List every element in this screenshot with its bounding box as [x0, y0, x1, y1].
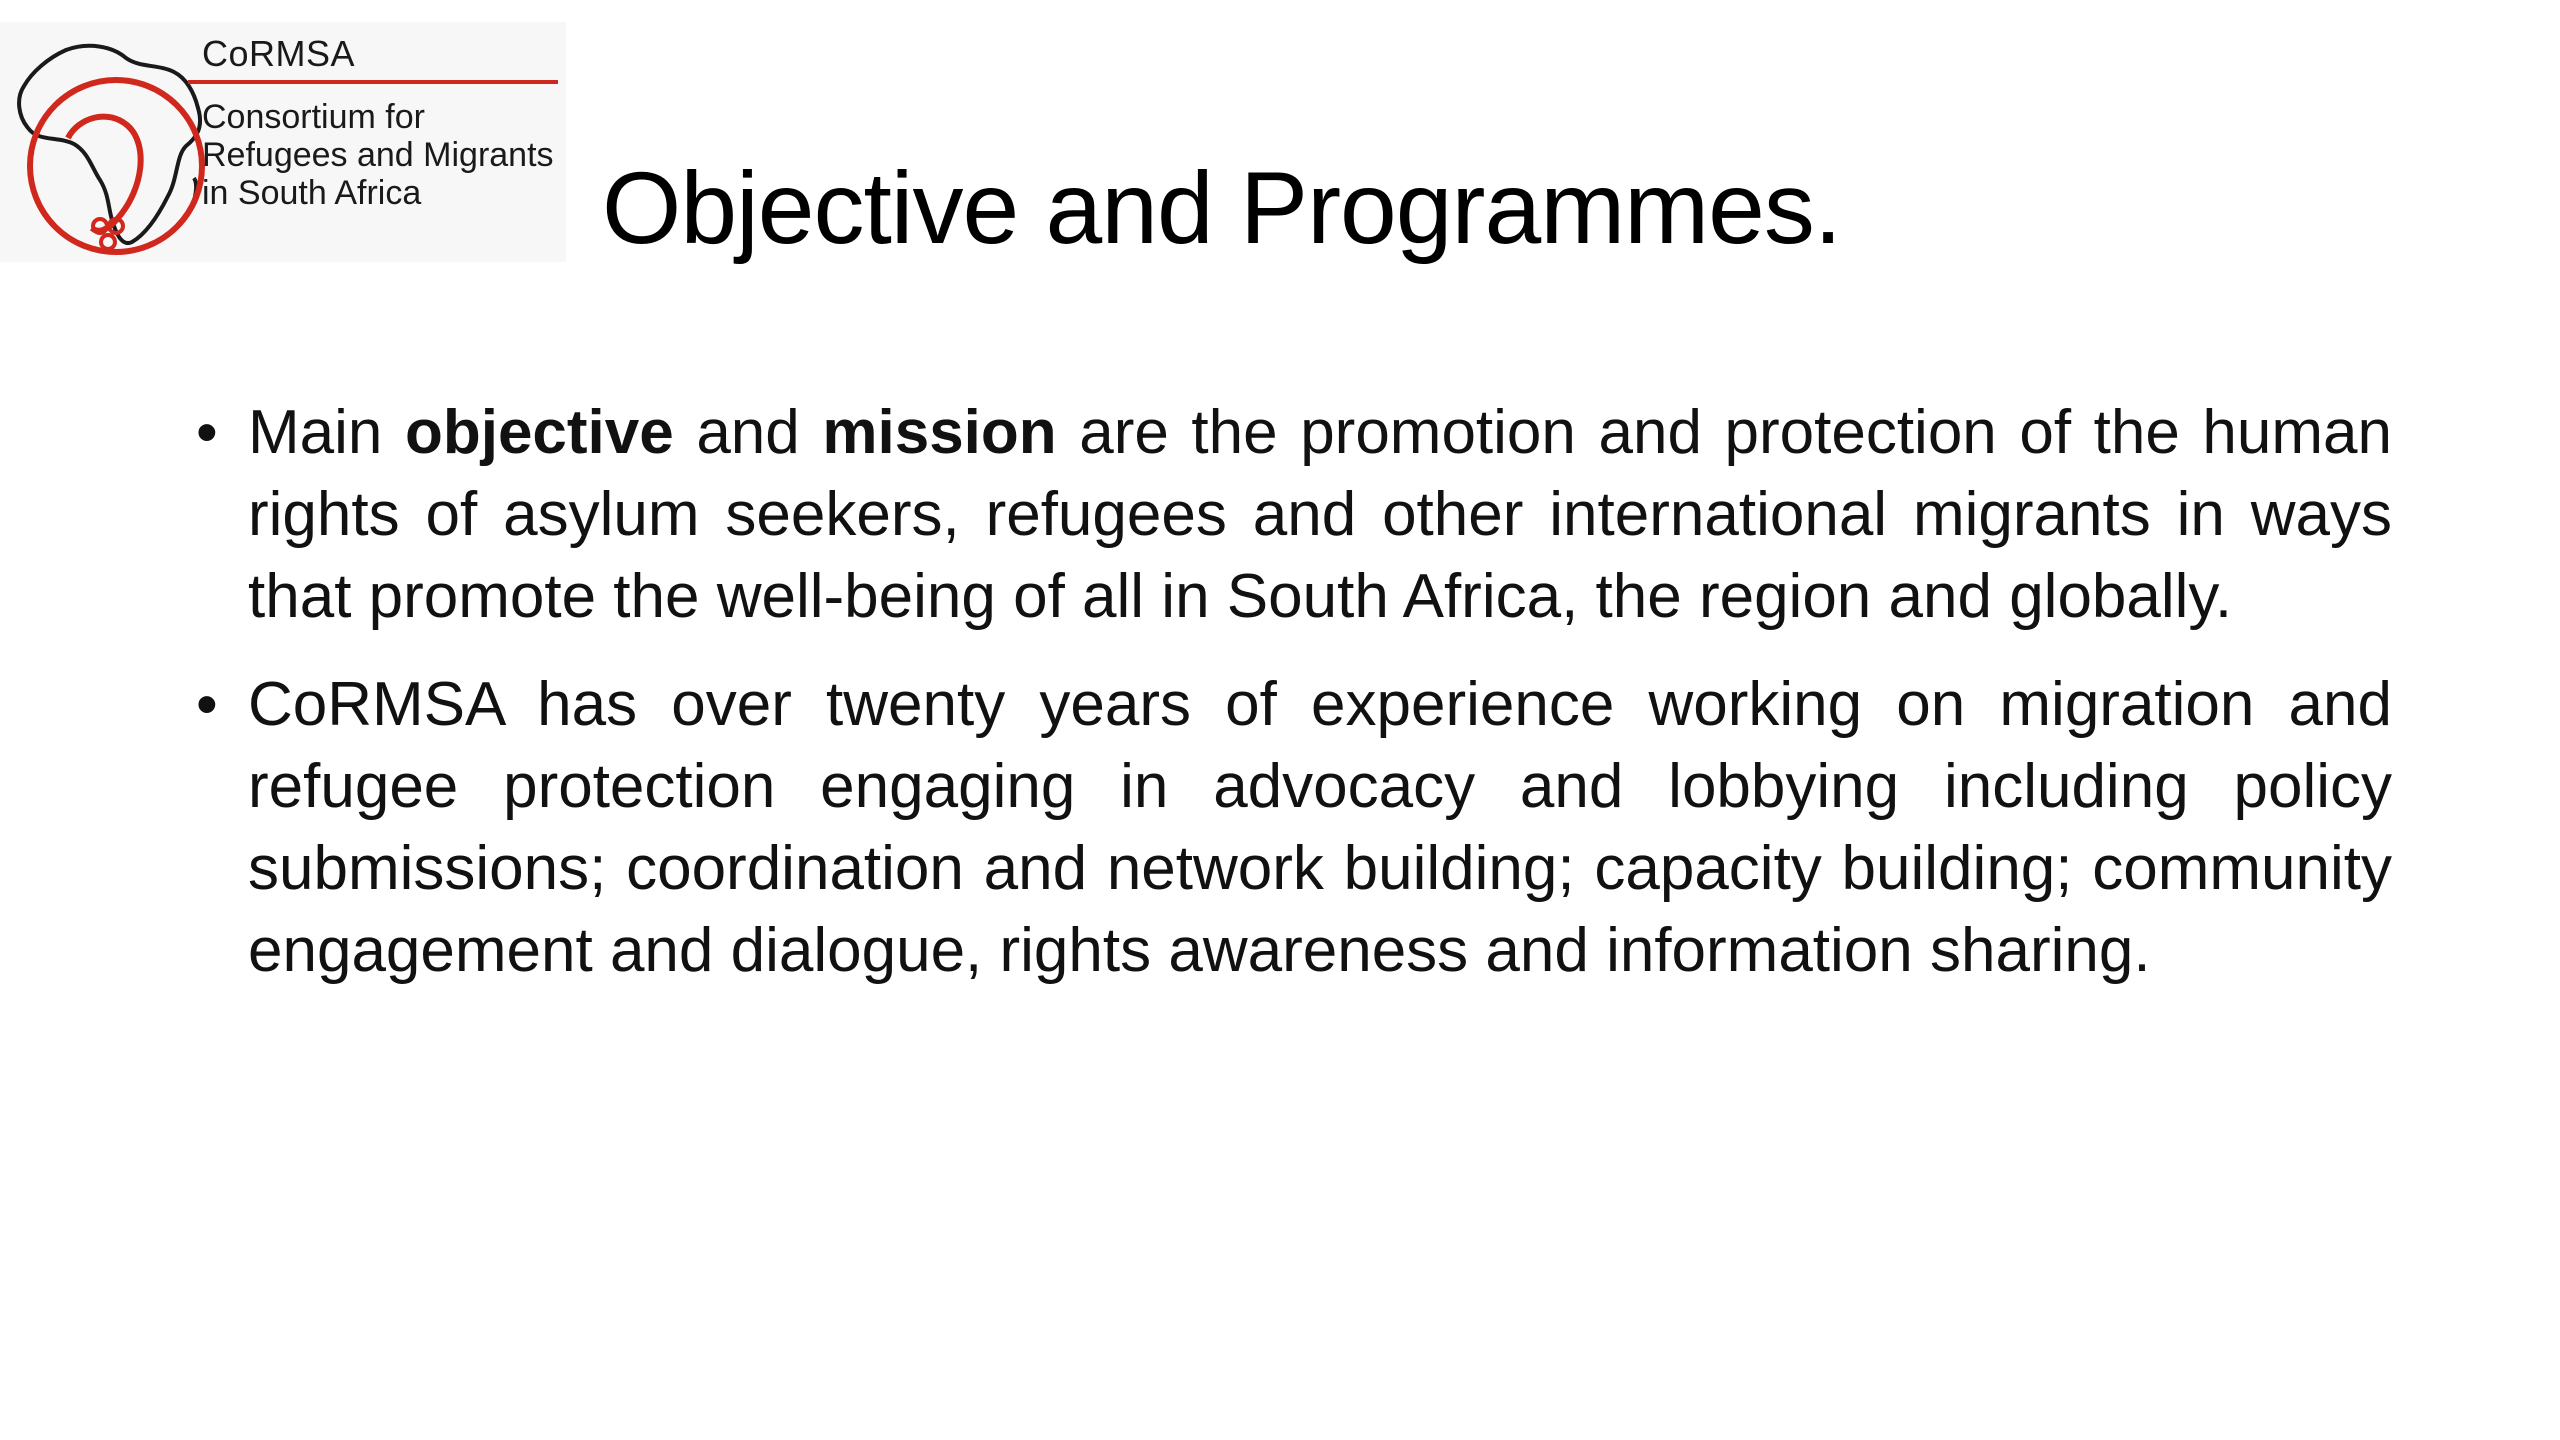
- logo-line-1: Consortium for: [202, 98, 425, 136]
- bullet-bold-mission: mission: [822, 398, 1057, 467]
- logo-text: [202, 32, 554, 212]
- bullet-icon: •: [196, 398, 218, 467]
- cormsa-logo: [0, 22, 566, 262]
- bullet-bold-objective: objective: [404, 398, 674, 467]
- bullet-item-experience: [196, 664, 2392, 992]
- logo-divider: [188, 80, 558, 84]
- bullet-text-part: and: [673, 398, 823, 467]
- bullet-text-part: Main: [248, 398, 405, 467]
- bullet-list: [196, 392, 2392, 1018]
- logo-description: [202, 98, 554, 212]
- bullet-icon: •: [196, 670, 218, 739]
- slide-title: Objective and Programmes.: [602, 151, 1842, 265]
- bullet-text-part: are the promotion and protection of the human rights of asylum seekers, refugees and other international migrants in ways that promote the well-being of all in South Africa, the region and globally.: [248, 398, 2392, 631]
- bullet-text: CoRMSA has over twenty years of experience working on migration and refugee protection engaging in advocacy and lobbying including policy submissions; coordination and network building; capacity building; community engagement and dialogue, rights awareness and information sharing.: [248, 670, 2392, 985]
- africa-map-icon: [8, 28, 208, 258]
- logo-line-2: Refugees and Migrants: [202, 136, 554, 174]
- logo-name: CoRMSA: [202, 33, 356, 74]
- bullet-item-objective: [196, 392, 2392, 638]
- logo-line-3: in South Africa: [202, 174, 422, 212]
